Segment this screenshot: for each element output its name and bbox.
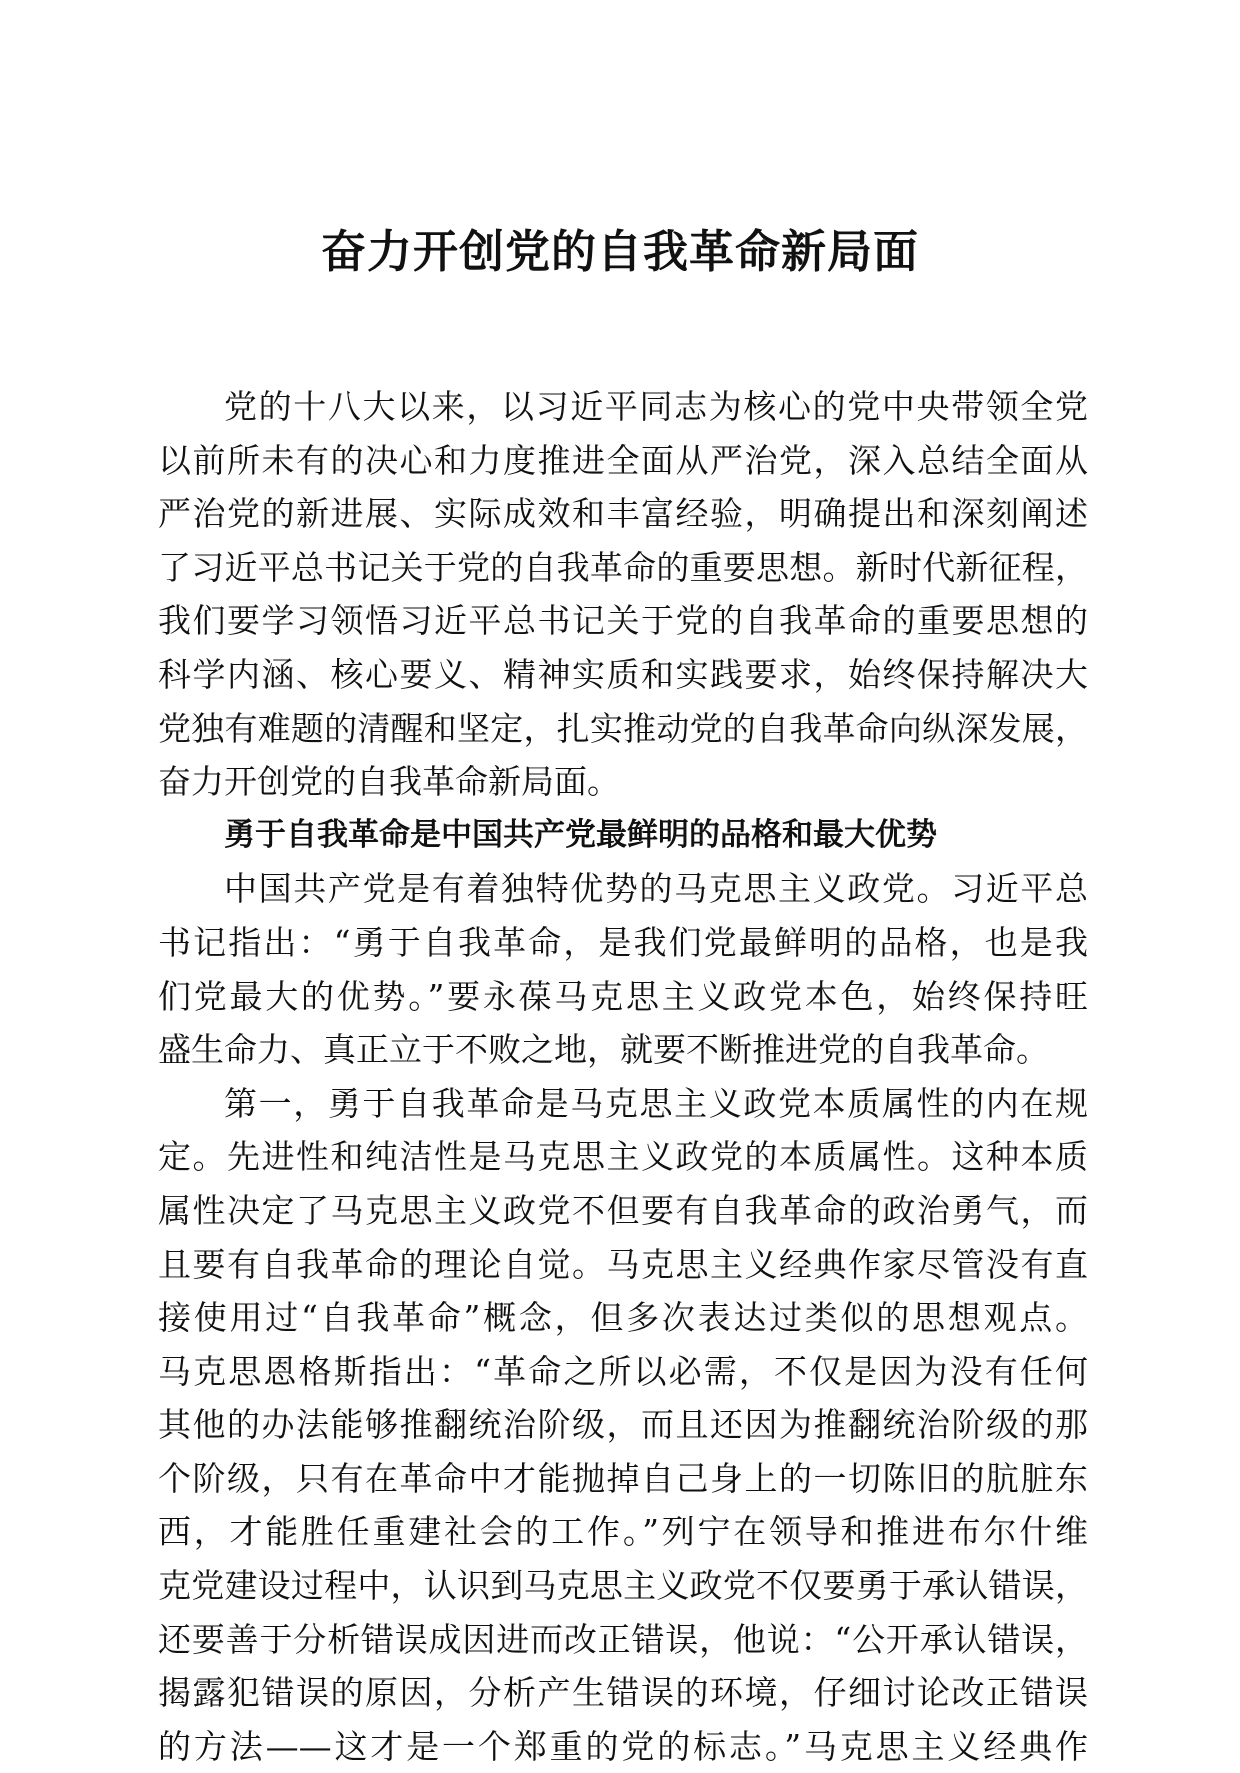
paragraph-line: 了习近平总书记关于党的自我革命的重要思想。新时代新征程，	[158, 547, 1088, 587]
paragraph-line: 还要善于分析错误成因进而改正错误，他说：“公开承认错误，	[158, 1619, 1088, 1659]
paragraph-line: 个阶级，只有在革命中才能抛掉自己身上的一切陈旧的肮脏东	[158, 1458, 1088, 1498]
paragraph-line: 我们要学习领悟习近平总书记关于党的自我革命的重要思想的	[158, 601, 1088, 641]
paragraph-line: 西，才能胜任重建社会的工作。”列宁在领导和推进布尔什维	[158, 1512, 1088, 1552]
paragraph-line: 们党最大的优势。”要永葆马克思主义政党本色，始终保持旺	[158, 976, 1088, 1016]
paragraph-line: 属性决定了马克思主义政党不但要有自我革命的政治勇气，而	[158, 1190, 1088, 1230]
paragraph-line: 其他的办法能够推翻统治阶级，而且还因为推翻统治阶级的那	[158, 1405, 1088, 1445]
section-heading: 勇于自我革命是中国共产党最鲜明的品格和最大优势	[224, 816, 937, 853]
paragraph-line: 且要有自我革命的理论自觉。马克思主义经典作家尽管没有直	[158, 1244, 1088, 1284]
paragraph-line: 第一，勇于自我革命是马克思主义政党本质属性的内在规	[224, 1083, 1088, 1123]
paragraph-line: 党独有难题的清醒和坚定，扎实推动党的自我革命向纵深发展，	[158, 708, 1088, 748]
paragraph-line: 奋力开创党的自我革命新局面。	[158, 762, 620, 802]
paragraph-line: 马克思恩格斯指出：“革命之所以必需，不仅是因为没有任何	[158, 1351, 1088, 1391]
paragraph-line: 党的十八大以来，以习近平同志为核心的党中央带领全党	[224, 387, 1088, 426]
paragraph-line: 揭露犯错误的原因，分析产生错误的环境，仔细讨论改正错误	[158, 1673, 1088, 1713]
paragraph-line: 克党建设过程中，认识到马克思主义政党不仅要勇于承认错误，	[158, 1566, 1088, 1606]
paragraph-line: 接使用过“自我革命”概念，但多次表达过类似的思想观点。	[158, 1298, 1088, 1338]
paragraph-line: 中国共产党是有着独特优势的马克思主义政党。习近平总	[224, 869, 1088, 909]
paragraph-line: 科学内涵、核心要义、精神实质和实践要求，始终保持解决大	[158, 654, 1088, 694]
paragraph-line: 的方法——这才是一个郑重的党的标志。”马克思主义经典作	[158, 1726, 1088, 1766]
paragraph-line: 定。先进性和纯洁性是马克思主义政党的本质属性。这种本质	[158, 1137, 1088, 1177]
paragraph-line: 盛生命力、真正立于不败之地，就要不断推进党的自我革命。	[158, 1030, 1049, 1070]
document-body	[158, 380, 1088, 1773]
paragraph-line: 严治党的新进展、实际成效和丰富经验，明确提出和深刻阐述	[158, 494, 1088, 534]
paragraph-line: 以前所未有的决心和力度推进全面从严治党，深入总结全面从	[158, 440, 1088, 480]
paragraph-line: 书记指出：“勇于自我革命，是我们党最鲜明的品格，也是我	[158, 922, 1088, 962]
document-title: 奋力开创党的自我革命新局面	[320, 225, 919, 278]
